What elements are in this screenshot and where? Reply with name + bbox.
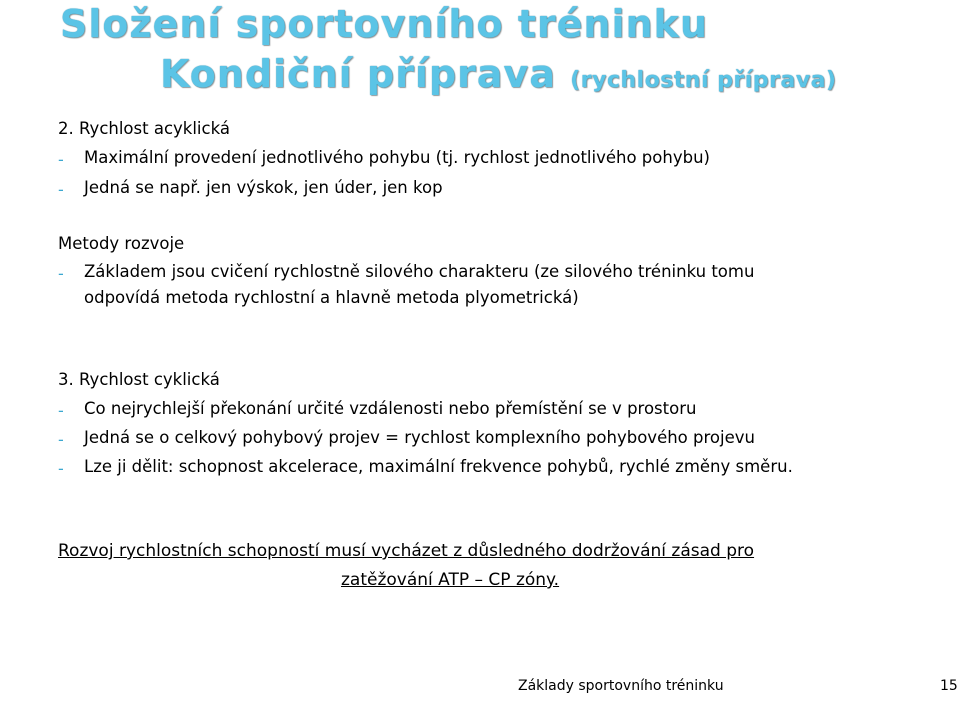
conclusion-line2: zatěžování ATP – CP zóny. — [341, 570, 560, 590]
list-item: Jedná se např. jen výskok, jen úder, jen kop — [84, 178, 443, 197]
bullet-dash: - — [58, 401, 64, 420]
slide-title-sub: (rychlostní příprava) — [570, 68, 837, 93]
page-number: 15 — [940, 678, 958, 694]
bullet-dash: - — [58, 430, 64, 449]
slide-title-line1: Složení sportovního tréninku — [60, 2, 709, 46]
slide-title-line2 — [160, 52, 837, 96]
slide-title-main: Kondiční příprava — [160, 52, 556, 96]
list-item: Co nejrychlejší překonání určité vzdálenosti nebo přemístění se v prostoru — [84, 399, 697, 418]
list-item: Základem jsou cvičení rychlostně silového charakteru (ze silového tréninku tomu — [84, 262, 755, 281]
bullet-dash: - — [58, 459, 64, 478]
list-item-continuation: odpovídá metoda rychlostní a hlavně metoda plyometrická) — [84, 288, 579, 307]
bullet-dash: - — [58, 180, 64, 199]
list-item: Maximální provedení jednotlivého pohybu (tj. rychlost jednotlivého pohybu) — [84, 148, 710, 167]
footer-text: Základy sportovního tréninku — [518, 678, 724, 694]
conclusion-line1: Rozvoj rychlostních schopností musí vycházet z důsledného dodržování zásad pro — [58, 541, 755, 561]
list-item: Lze ji dělit: schopnost akcelerace, maximální frekvence pohybů, rychlé změny směru. — [84, 457, 793, 476]
list-item: Jedná se o celkový pohybový projev = rychlost komplexního pohybového projevu — [84, 428, 755, 447]
section-heading-methods: Metody rozvoje — [58, 234, 185, 253]
bullet-dash: - — [58, 264, 64, 283]
section-heading-cyclic: 3. Rychlost cyklická — [58, 370, 220, 389]
section-heading-acyclic: 2. Rychlost acyklická — [58, 119, 230, 138]
bullet-dash: - — [58, 150, 64, 169]
